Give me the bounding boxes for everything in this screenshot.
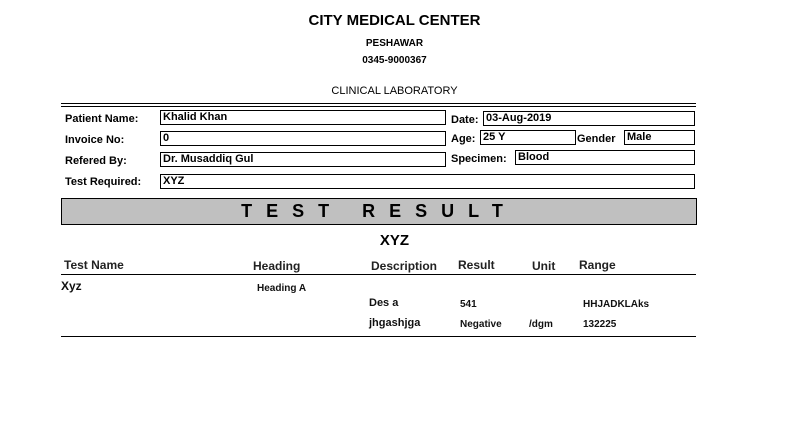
refered-by-label: Refered By:: [65, 155, 127, 167]
range-cell: 132225: [583, 319, 617, 330]
description-cell: jhgashjga: [369, 317, 421, 329]
test-required-field: XYZ: [160, 174, 695, 189]
range-cell: HHJADKLAks: [583, 299, 650, 310]
col-result: Result: [458, 258, 495, 272]
specimen-label: Specimen:: [451, 153, 507, 165]
result-cell: Negative: [460, 319, 502, 330]
center-name: CITY MEDICAL CENTER: [308, 12, 481, 29]
refered-by-field: Dr. Musaddiq Gul: [160, 152, 446, 167]
patient-name-label: Patient Name:: [65, 113, 139, 125]
header-rule-bottom: [61, 106, 696, 107]
date-field: 03-Aug-2019: [483, 111, 695, 126]
invoice-label: Invoice No:: [65, 134, 125, 146]
center-city: PESHAWAR: [365, 38, 424, 49]
test-name-cell: Xyz: [61, 279, 82, 293]
date-label: Date:: [451, 114, 479, 126]
result-cell: 541: [460, 299, 477, 310]
unit-cell: /dgm: [529, 319, 553, 330]
col-range: Range: [579, 258, 616, 272]
col-description: Description: [371, 259, 438, 273]
table-header-rule: [61, 274, 696, 275]
specimen-field: Blood: [515, 150, 695, 165]
gender-field: Male: [624, 130, 695, 145]
gender-label: Gender: [577, 133, 616, 145]
invoice-field: 0: [160, 131, 446, 146]
age-field: 25 Y: [480, 130, 576, 145]
col-unit: Unit: [532, 259, 556, 273]
header-rule-top: [61, 103, 696, 104]
heading-cell: Heading A: [257, 283, 307, 294]
test-title: XYZ: [379, 232, 410, 249]
test-result-banner: TEST RESULT: [61, 198, 697, 225]
col-test-name: Test Name: [64, 258, 124, 272]
test-required-label: Test Required:: [65, 176, 142, 188]
age-label: Age:: [451, 133, 476, 145]
center-phone: 0345-9000367: [362, 55, 427, 66]
department-title: CLINICAL LABORATORY: [331, 85, 458, 97]
description-cell: Des a: [369, 297, 399, 309]
table-bottom-rule: [61, 336, 696, 337]
patient-name-field: Khalid Khan: [160, 110, 446, 125]
col-heading: Heading: [253, 259, 301, 273]
